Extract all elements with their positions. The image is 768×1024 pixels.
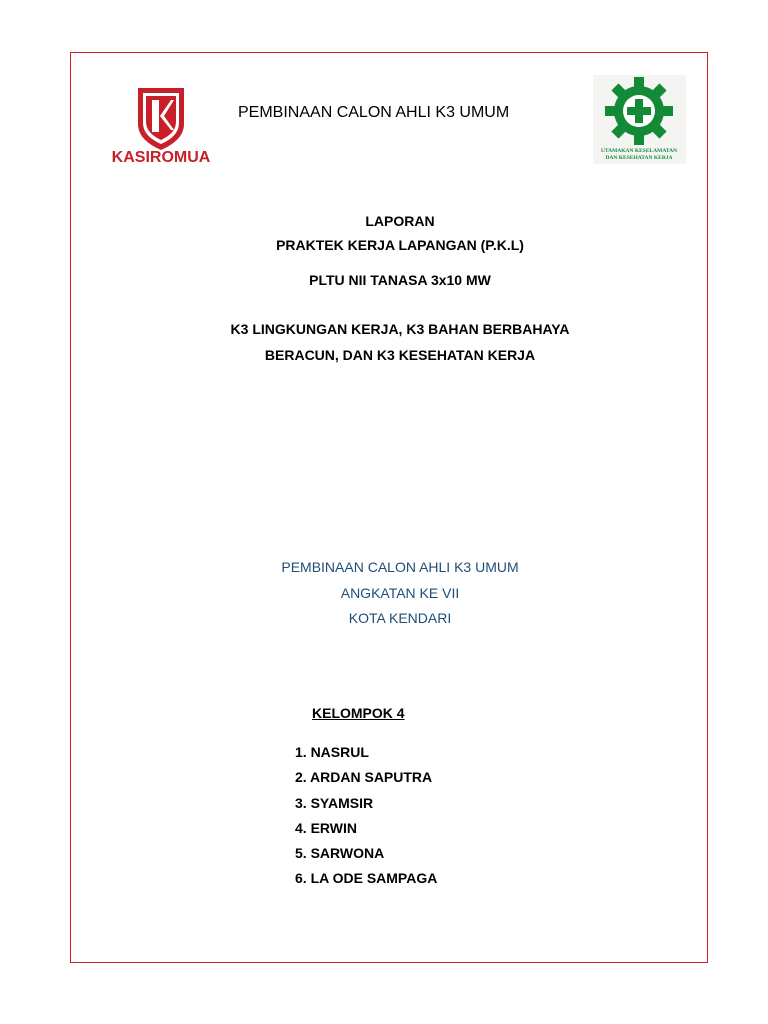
header-title: PEMBINAAN CALON AHLI K3 UMUM xyxy=(238,104,510,121)
logo-left-text: KASIROMUA xyxy=(111,149,211,166)
logo-right-text-2: DAN KESEHATAN KERJA xyxy=(605,155,673,161)
list-item: 3. SYAMSIR xyxy=(295,794,374,811)
list-item: 1. NASRUL xyxy=(295,744,369,760)
report-location: PLTU NII TANASA 3x10 MW xyxy=(309,272,491,288)
list-item: 6. LA ODE SAMPAGA xyxy=(295,870,438,887)
list-item: 2. ARDAN SAPUTRA xyxy=(295,769,433,786)
k3-gear-cross-icon xyxy=(593,75,686,164)
kasiromua-shield-icon xyxy=(88,84,234,168)
group-title: KELOMPOK 4 xyxy=(312,705,405,721)
report-label: LAPORAN xyxy=(365,213,435,229)
program-line2: ANGKATAN KE VII xyxy=(340,585,460,601)
list-item: 4. ERWIN xyxy=(295,819,357,836)
list-item: 5. SARWONA xyxy=(295,845,385,862)
program-line1: PEMBINAAN CALON AHLI K3 UMUM xyxy=(281,559,519,575)
member-list xyxy=(295,743,437,895)
report-subtitle: PRAKTEK KERJA LAPANGAN (P.K.L) xyxy=(276,237,524,253)
k3-safety-logo xyxy=(593,75,686,164)
program-line3: KOTA KENDARI xyxy=(348,610,452,626)
kasiromua-logo xyxy=(88,84,234,168)
logo-right-text-1: UTAMAKAN KESELAMATAN xyxy=(600,148,678,154)
report-topic-line2: BERACUN, DAN K3 KESEHATAN KERJA xyxy=(264,347,536,363)
report-topic-line1: K3 LINGKUNGAN KERJA, K3 BAHAN BERBAHAYA xyxy=(230,321,570,337)
